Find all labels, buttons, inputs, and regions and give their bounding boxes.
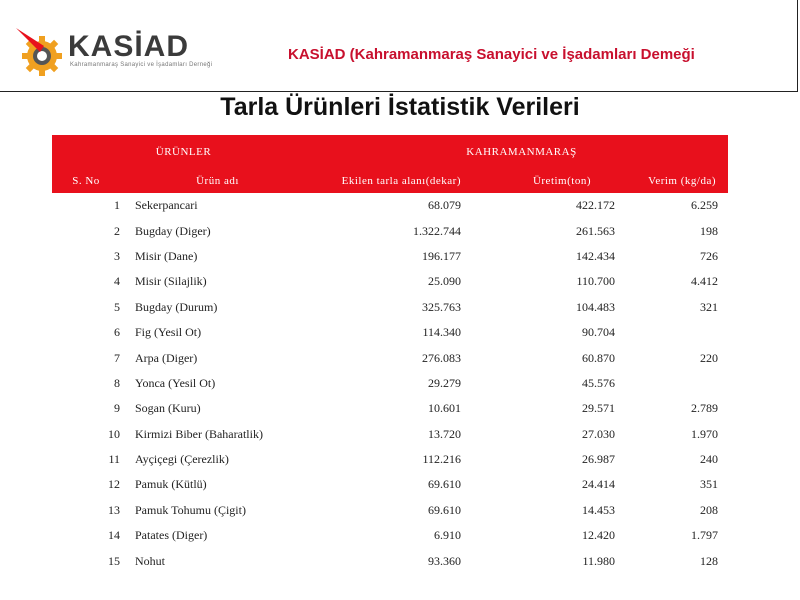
logo-subtitle: Kahramanmaraş Sanayici ve İşadamları Derneği	[70, 62, 213, 68]
col-header-area: Ekilen tarla alanı(dekar)	[341, 175, 461, 187]
cell-area: 29.279	[428, 375, 461, 390]
table-row	[52, 396, 728, 421]
org-title: KASİAD (Kahramanmaraş Sanayici ve İşadamları Demeği	[288, 46, 695, 63]
cell-no: 6	[114, 325, 120, 340]
table-group-header	[52, 135, 728, 169]
cell-yield	[615, 320, 718, 345]
cell-production: 110.700	[576, 274, 615, 289]
cell-no: 3	[114, 248, 120, 263]
cell-no: 10	[108, 426, 120, 441]
cell-area: 68.079	[428, 198, 461, 213]
cell-yield: 4.412	[691, 274, 718, 289]
cell-name: Kirmizi Biber (Baharatlik)	[135, 426, 263, 441]
cell-production: 45.576	[582, 375, 615, 390]
table-body	[52, 193, 728, 574]
header	[0, 0, 798, 92]
cell-no: 15	[108, 553, 120, 568]
statistics-table	[52, 135, 728, 574]
cell-name: Pamuk Tohumu (Çigit)	[135, 502, 246, 517]
cell-name: Sogan (Kuru)	[135, 401, 201, 416]
gear-icon	[14, 22, 74, 78]
table-row	[52, 269, 728, 294]
cell-area: 10.601	[428, 401, 461, 416]
col-header-name: Ürün adı	[196, 175, 239, 187]
cell-name: Sekerpancari	[135, 198, 198, 213]
cell-no: 14	[108, 528, 120, 543]
cell-production: 142.434	[576, 248, 615, 263]
table-row	[52, 422, 728, 447]
cell-area: 69.610	[428, 477, 461, 492]
cell-no: 9	[114, 401, 120, 416]
cell-no: 5	[114, 299, 120, 314]
cell-yield: 1.797	[691, 528, 718, 543]
table-row	[52, 345, 728, 370]
cell-production: 24.414	[582, 477, 615, 492]
cell-yield: 321	[700, 299, 718, 314]
cell-name: Ayçiçegi (Çerezlik)	[135, 452, 229, 467]
cell-area: 112.216	[422, 452, 461, 467]
cell-no: 1	[114, 198, 120, 213]
table-row	[52, 371, 728, 396]
cell-production: 29.571	[582, 401, 615, 416]
cell-name: Arpa (Diger)	[135, 350, 198, 365]
cell-yield: 128	[700, 553, 718, 568]
cell-area: 1.322.744	[413, 223, 461, 238]
cell-name: Yonca (Yesil Ot)	[135, 375, 216, 390]
cell-no: 7	[114, 350, 120, 365]
cell-production: 14.453	[582, 502, 615, 517]
cell-name: Bugday (Durum)	[135, 299, 218, 314]
cell-production: 60.870	[582, 350, 615, 365]
cell-production: 261.563	[576, 223, 615, 238]
cell-production: 422.172	[576, 198, 615, 213]
cell-production: 104.483	[576, 299, 615, 314]
cell-name: Pamuk (Kütlü)	[135, 477, 207, 492]
cell-production: 11.980	[582, 553, 615, 568]
cell-area: 25.090	[428, 274, 461, 289]
cell-name: Fig (Yesil Ot)	[135, 325, 202, 340]
cell-yield: 6.259	[691, 198, 718, 213]
cell-name: Misir (Silajlik)	[135, 274, 207, 289]
logo-text: KASİAD	[68, 30, 190, 63]
cell-area: 114.340	[422, 325, 461, 340]
cell-no: 4	[114, 274, 120, 289]
cell-area: 93.360	[428, 553, 461, 568]
cell-no: 8	[114, 375, 120, 390]
cell-area: 196.177	[422, 248, 461, 263]
cell-yield: 1.970	[691, 426, 718, 441]
cell-yield: 220	[700, 350, 718, 365]
col-header-yield: Verim (kg/da)	[648, 175, 716, 187]
cell-production: 27.030	[582, 426, 615, 441]
cell-no: 2	[114, 223, 120, 238]
cell-production: 12.420	[582, 528, 615, 543]
cell-name: Nohut	[135, 553, 165, 568]
cell-name: Bugday (Diger)	[135, 223, 211, 238]
cell-yield: 240	[700, 452, 718, 467]
table-row	[52, 295, 728, 320]
table-row	[52, 218, 728, 243]
cell-area: 6.910	[434, 528, 461, 543]
cell-yield: 726	[700, 248, 718, 263]
table-row	[52, 447, 728, 472]
page-title: Tarla Ürünleri İstatistik Verileri	[220, 93, 580, 121]
cell-no: 12	[108, 477, 120, 492]
cell-no: 13	[108, 502, 120, 517]
table-row	[52, 498, 728, 523]
table-row	[52, 244, 728, 269]
cell-area: 325.763	[422, 299, 461, 314]
table-row	[52, 472, 728, 497]
cell-name: Patates (Diger)	[135, 528, 208, 543]
cell-production: 90.704	[582, 325, 615, 340]
cell-yield: 351	[700, 477, 718, 492]
cell-name: Misir (Dane)	[135, 248, 198, 263]
cell-no: 11	[108, 452, 120, 467]
cell-yield: 2.789	[691, 401, 718, 416]
cell-production: 26.987	[582, 452, 615, 467]
table-row	[52, 548, 728, 573]
table-row	[52, 320, 728, 345]
table-column-header	[52, 169, 728, 193]
cell-yield	[615, 371, 718, 396]
cell-area: 276.083	[422, 350, 461, 365]
col-header-production: Üretim(ton)	[532, 175, 591, 187]
cell-yield: 198	[700, 223, 718, 238]
table-row	[52, 523, 728, 548]
cell-area: 13.720	[428, 426, 461, 441]
cell-area: 69.610	[428, 502, 461, 517]
cell-yield: 208	[700, 502, 718, 517]
table-row	[52, 193, 728, 218]
group-header-products: ÜRÜNLER	[155, 146, 212, 158]
group-header-region: KAHRAMANMARAŞ	[466, 146, 577, 158]
col-header-no: S. No	[72, 175, 100, 187]
